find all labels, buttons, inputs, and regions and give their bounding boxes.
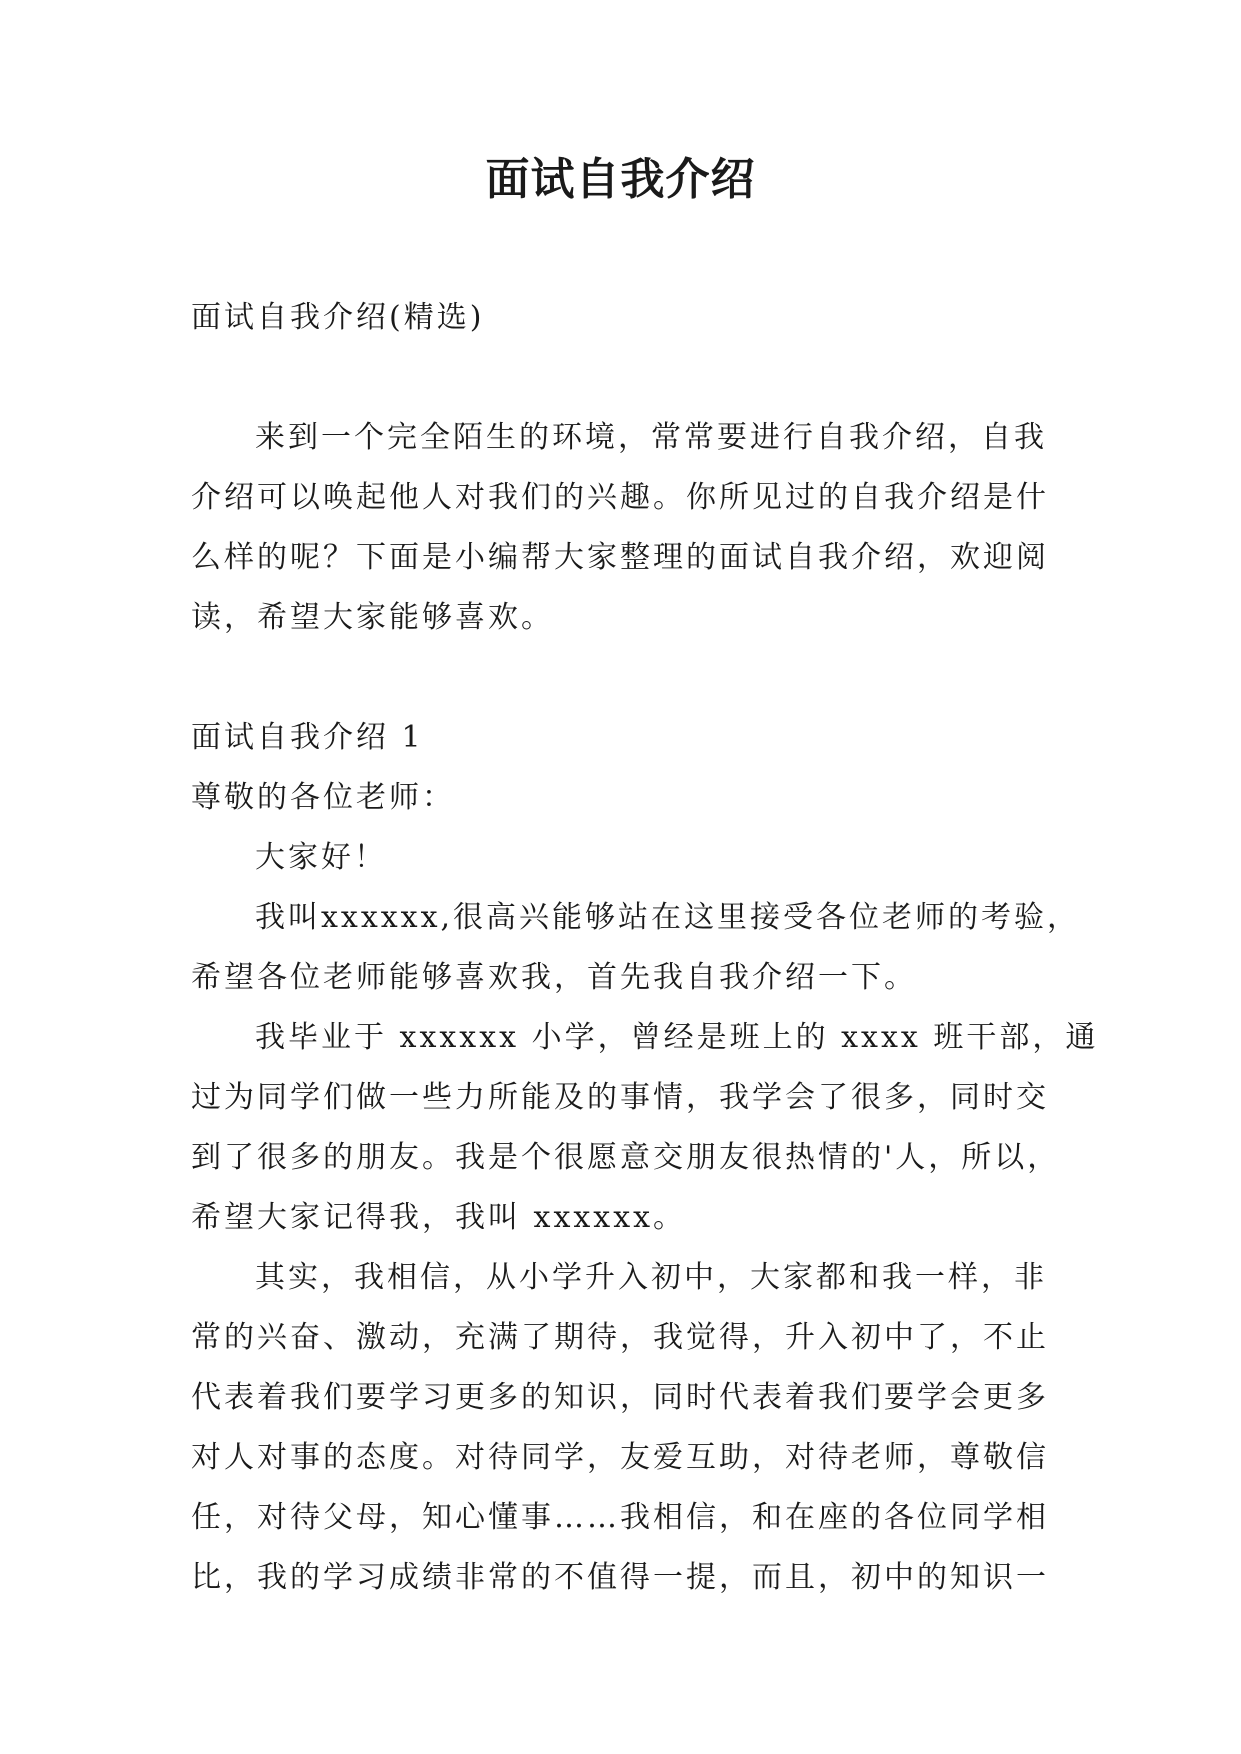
salutation: 尊敬的各位老师： bbox=[191, 780, 455, 815]
greeting: 大家好！ bbox=[255, 840, 387, 875]
paragraph-line: 希望大家记得我，我叫 xxxxxx。 bbox=[191, 1200, 687, 1235]
paragraph-line: 任，对待父母，知心懂事……我相信，和在座的各位同学相 bbox=[191, 1500, 1049, 1535]
document-title: 面试自我介绍 bbox=[485, 154, 756, 205]
paragraph-line: 我叫xxxxxx,很高兴能够站在这里接受各位老师的考验， bbox=[255, 900, 1081, 935]
section-heading: 面试自我介绍 1 bbox=[191, 720, 424, 755]
document-body bbox=[191, 288, 1099, 1608]
paragraph-line: 对人对事的态度。对待同学，友爱互助，对待老师，尊敬信 bbox=[191, 1440, 1049, 1475]
paragraph-line: 代表着我们要学习更多的知识，同时代表着我们要学会更多 bbox=[191, 1380, 1049, 1415]
paragraph-line: 常的兴奋、激动，充满了期待，我觉得，升入初中了，不止 bbox=[191, 1320, 1049, 1355]
paragraph-line: 我毕业于 xxxxxx 小学，曾经是班上的 xxxx 班干部，通 bbox=[255, 1020, 1099, 1055]
subtitle: 面试自我介绍(精选) bbox=[191, 300, 485, 335]
paragraph-line: 希望各位老师能够喜欢我，首先我自我介绍一下。 bbox=[191, 960, 917, 995]
paragraph-line: 其实，我相信，从小学升入初中，大家都和我一样，非 bbox=[255, 1260, 1047, 1295]
intro-line: 来到一个完全陌生的环境，常常要进行自我介绍，自我 bbox=[255, 420, 1047, 455]
intro-line: 么样的呢？下面是小编帮大家整理的面试自我介绍，欢迎阅 bbox=[191, 540, 1049, 575]
paragraph-line: 到了很多的朋友。我是个很愿意交朋友很热情的'人，所以， bbox=[191, 1140, 1061, 1175]
spacer bbox=[191, 348, 1061, 408]
intro-line: 读，希望大家能够喜欢。 bbox=[191, 600, 554, 635]
spacer bbox=[191, 648, 1061, 708]
paragraph-line: 过为同学们做一些力所能及的事情，我学会了很多，同时交 bbox=[191, 1080, 1049, 1115]
paragraph-line: 比，我的学习成绩非常的不值得一提，而且，初中的知识一 bbox=[191, 1560, 1049, 1595]
intro-line: 介绍可以唤起他人对我们的兴趣。你所见过的自我介绍是什 bbox=[191, 480, 1049, 515]
